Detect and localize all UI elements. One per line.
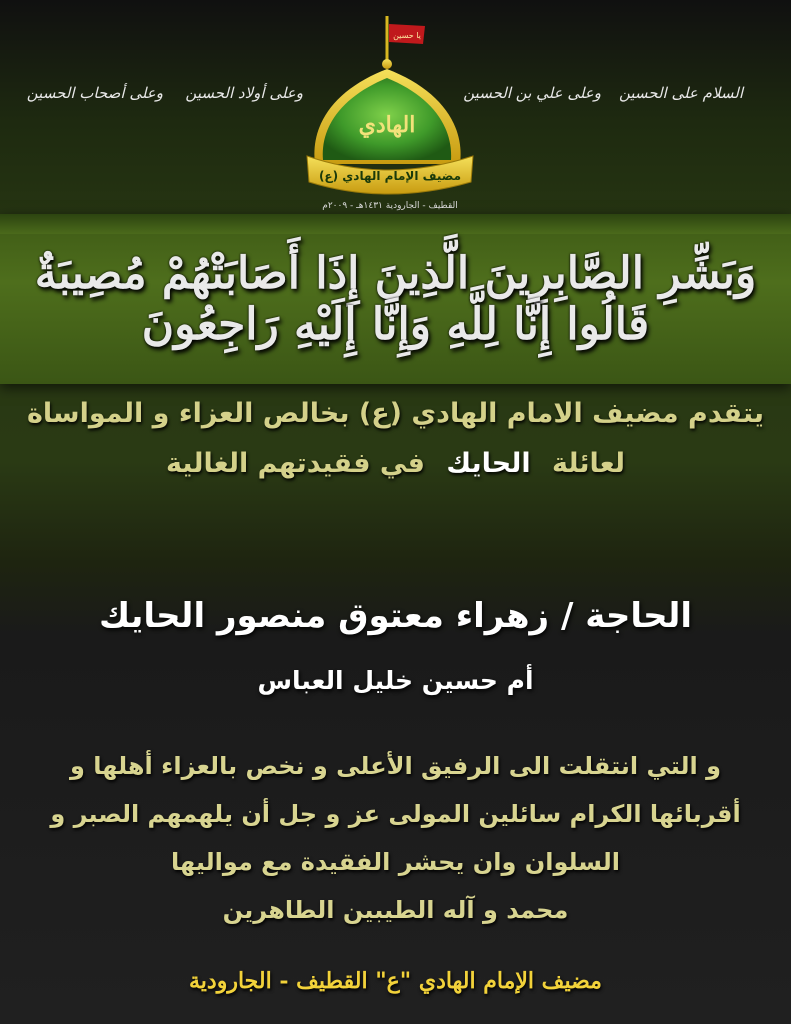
footer-signature: مضيف الإمام الهادي "ع" القطيف - الجارودية — [189, 968, 602, 994]
salutation-text: السلام على الحسين — [618, 84, 743, 102]
body-line: أقربائها الكرام سائلين المولى عز و جل أن يلهمهم الصبر و — [50, 800, 741, 828]
quran-verse: وَبَشِّرِ الصَّابِرِينَ الَّذِينَ إِذَا أَصَابَتْهُمْ مُصِيبَةٌ قَالُوا إِنَّا لِلَّهِ وَإِنَّا إِلَيْهِ رَاجِعُونَ — [34, 248, 757, 350]
family-suffix: في فقيدتهم الغالية — [165, 448, 425, 479]
body-line: و التي انتقلت الى الرفيق الأعلى و نخص بالعزاء أهلها و — [69, 752, 722, 780]
emblem-location-text: القطيف - الجارودية ١٤٣١هـ - ٢٠٠٩م — [322, 201, 458, 211]
condolence-family-line — [0, 448, 791, 479]
deceased-name: الحاجة / زهراء معتوق منصور الحايك — [98, 596, 693, 636]
salutation-text: وعلى أصحاب الحسين — [26, 84, 163, 102]
condolence-line: يتقدم مضيف الامام الهادي (ع) بخالص العزاء و المواساة — [26, 398, 765, 429]
body-line: السلوان وان يحشر الفقيدة مع مواليها — [171, 848, 620, 876]
deceased-subtitle: أم حسين خليل العباس — [257, 666, 534, 695]
emblem-center-text: الهادي — [358, 112, 416, 138]
dome-logo-icon — [295, 14, 485, 214]
family-prefix: لعائلة — [552, 448, 626, 479]
body-line: محمد و آله الطيبين الطاهرين — [222, 896, 569, 924]
emblem-ribbon-text: مضيف الإمام الهادي (ع) — [318, 169, 462, 183]
salutation-text: وعلى أولاد الحسين — [185, 84, 303, 102]
flag-text: يا حسين — [393, 31, 421, 40]
family-name: الحايك — [446, 448, 531, 479]
salutation-text: وعلى علي بن الحسين — [463, 84, 601, 102]
logo-emblem — [295, 14, 485, 214]
